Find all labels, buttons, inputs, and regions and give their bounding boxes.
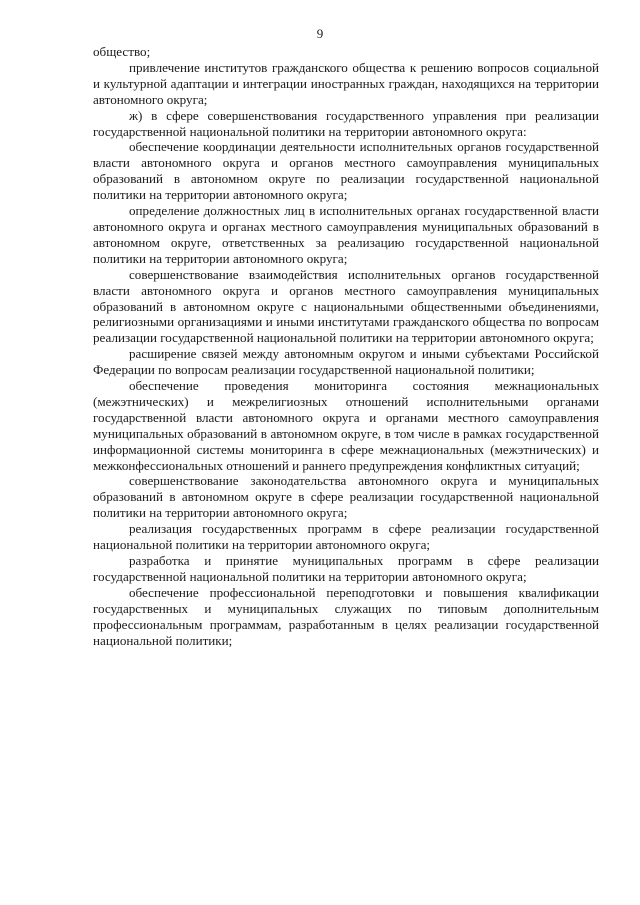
paragraph: совершенствование законодательства автономного округа и муниципальных образований в автономном округе в сфере реализации государственной национальной политики на территории автономного округа; — [93, 473, 599, 521]
paragraph: привлечение институтов гражданского общества к решению вопросов социальной и культурной адаптации и интеграции иностранных граждан, находящихся на территории автономного округа; — [93, 59, 599, 107]
paragraph: определение должностных лиц в исполнительных органах государственной власти автономного округа и органах местного самоуправления муниципальных образований в автономном округе, ответственных за реализацию государственной национальной политики на территории автономного округа; — [93, 203, 599, 266]
paragraph: обеспечение координации деятельности исполнительных органов государственной власти автономного округа и органов местного самоуправления муниципальных образований в автономном округе по реализации государственной национальной политики на территории автономного округа; — [93, 139, 599, 203]
paragraph: обеспечение проведения мониторинга состояния межнациональных (межэтнических) и межрелигиозных отношений исполнительными органами государственной власти автономного округа и органами местного самоуправления муниципальных образований в автономном округе, в том числе в рамках государственной информационной системы мониторинга в сфере межнациональных (межэтнических) и межконфессиональных отношений и раннего предупреждения конфликтных ситуаций; — [93, 378, 599, 473]
paragraph: совершенствование взаимодействия исполнительных органов государственной власти автономного округа и органов местного самоуправления муниципальных образований в автономном округе с национальными общественными объединениями, религиозными организациями и иными институтами гражданского общества по вопросам реализации государственной национальной политики на территории автономного округа; — [93, 266, 599, 346]
paragraph: реализация государственных программ в сфере реализации государственной национальной политики на территории автономного округа; — [93, 521, 599, 553]
paragraph: разработка и принятие муниципальных программ в сфере реализации государственной национальной политики на территории автономного округа; — [93, 553, 599, 584]
paragraph: ж) в сфере совершенствования государственного управления при реализации государственной национальной политики на территории автономного округа: — [93, 107, 599, 139]
paragraph: общество; — [93, 44, 151, 59]
paragraph: расширение связей между автономным округом и иными субъектами Российской Федерации по вопросам реализации государственной национальной политики; — [93, 346, 599, 378]
page-number: 9 — [316, 26, 324, 41]
paragraph: обеспечение профессиональной переподготовки и повышения квалификации государственных и муниципальных служащих по типовым дополнительным профессиональным программам, разработанным в целях реализации государственной национальной политики; — [93, 584, 599, 648]
document-body — [93, 44, 599, 648]
